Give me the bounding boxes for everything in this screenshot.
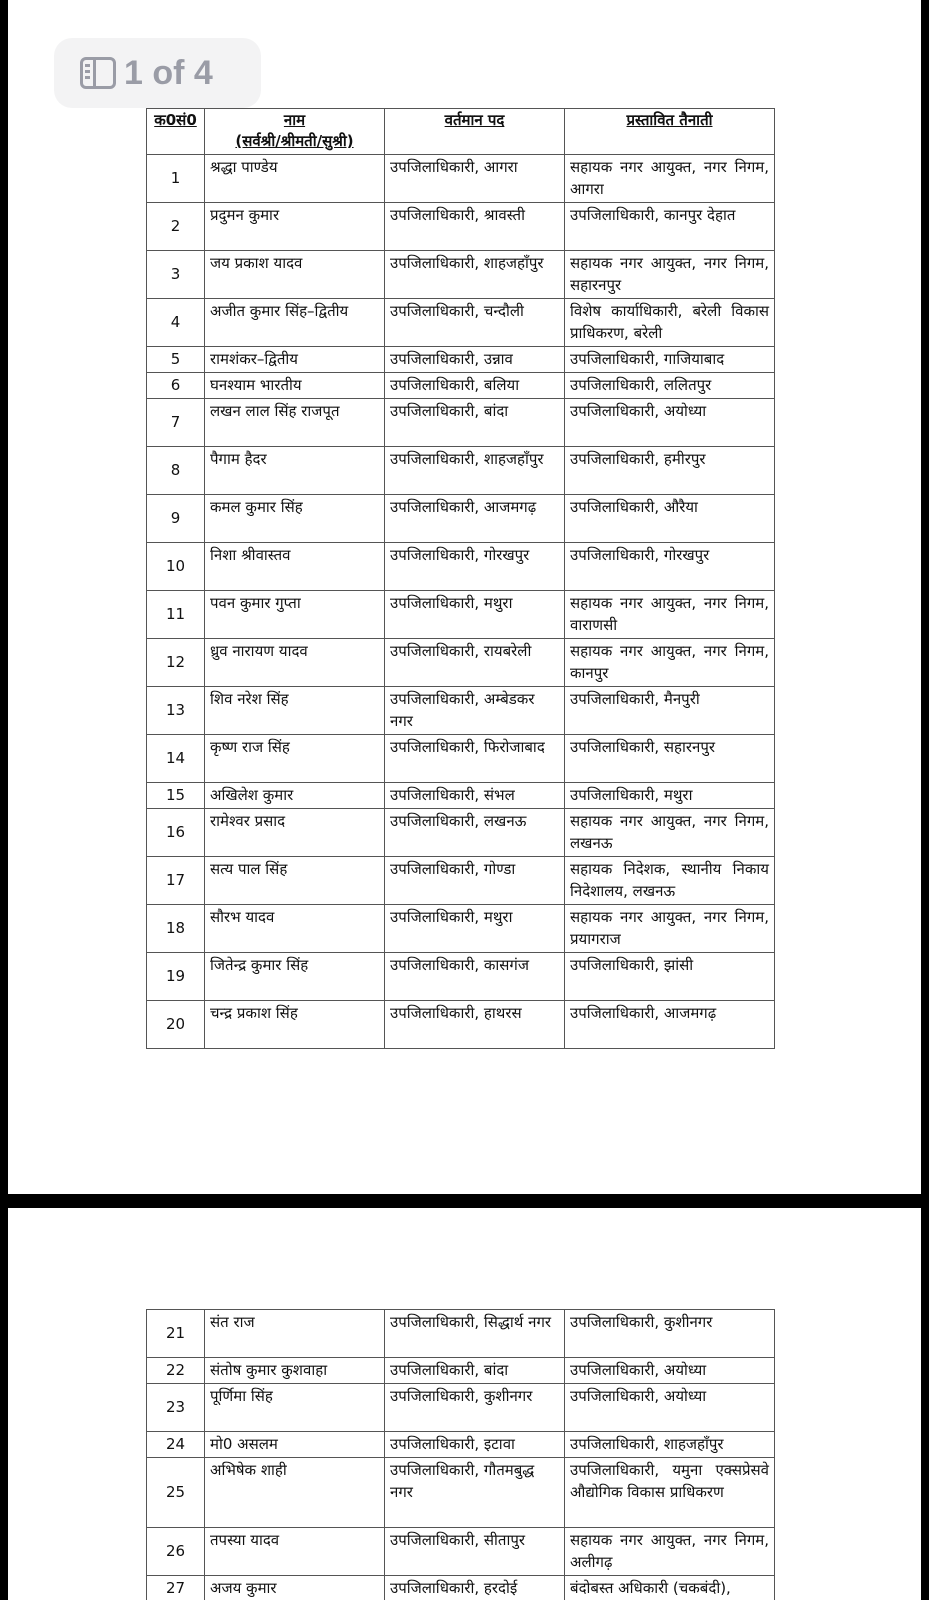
cell-current-post: उपजिलाधिकारी, श्रावस्ती — [385, 203, 565, 251]
table-row — [147, 347, 775, 373]
cell-sno: 6 — [147, 373, 205, 399]
header-proposed-posting: प्रस्तावित तैनाती — [565, 109, 775, 155]
cell-current-post: उपजिलाधिकारी, बांदा — [385, 1358, 565, 1384]
table-row — [147, 687, 775, 735]
cell-name: कमल कुमार सिंह — [205, 495, 385, 543]
cell-name: पैगाम हैदर — [205, 447, 385, 495]
cell-sno: 21 — [147, 1310, 205, 1358]
cell-sno: 3 — [147, 251, 205, 299]
cell-sno: 14 — [147, 735, 205, 783]
cell-proposed-posting: उपजिलाधिकारी, ललितपुर — [565, 373, 775, 399]
cell-sno: 24 — [147, 1432, 205, 1458]
table-row — [147, 1001, 775, 1049]
cell-sno: 17 — [147, 857, 205, 905]
table-row — [147, 1358, 775, 1384]
cell-current-post: उपजिलाधिकारी, गौतमबुद्ध नगर — [385, 1458, 565, 1528]
cell-proposed-posting: उपजिलाधिकारी, आजमगढ़ — [565, 1001, 775, 1049]
table-row — [147, 905, 775, 953]
table-row — [147, 639, 775, 687]
cell-name: संत राज — [205, 1310, 385, 1358]
table-row — [147, 399, 775, 447]
table-row — [147, 735, 775, 783]
cell-current-post: उपजिलाधिकारी, फिरोजाबाद — [385, 735, 565, 783]
cell-sno: 10 — [147, 543, 205, 591]
cell-proposed-posting: उपजिलाधिकारी, झांसी — [565, 953, 775, 1001]
cell-sno: 7 — [147, 399, 205, 447]
cell-name: पूर्णिमा सिंह — [205, 1384, 385, 1432]
header-name-line1: नाम — [283, 111, 306, 129]
cell-proposed-posting: उपजिलाधिकारी, कानपुर देहात — [565, 203, 775, 251]
cell-proposed-posting: उपजिलाधिकारी, यमुना एक्सप्रेसवे औद्योगिक विकास प्राधिकरण — [565, 1458, 775, 1528]
cell-proposed-posting: उपजिलाधिकारी, गाजियाबाद — [565, 347, 775, 373]
cell-proposed-posting: उपजिलाधिकारी, सहारनपुर — [565, 735, 775, 783]
table-header-row — [147, 109, 775, 155]
table-row — [147, 953, 775, 1001]
table-row — [147, 857, 775, 905]
cell-name: प्रदुमन कुमार — [205, 203, 385, 251]
cell-name: जय प्रकाश यादव — [205, 251, 385, 299]
cell-proposed-posting: उपजिलाधिकारी, मथुरा — [565, 783, 775, 809]
transfer-table-page-1 — [146, 108, 775, 1049]
cell-current-post: उपजिलाधिकारी, गोण्डा — [385, 857, 565, 905]
table-row — [147, 809, 775, 857]
cell-current-post: उपजिलाधिकारी, कासगंज — [385, 953, 565, 1001]
cell-proposed-posting: उपजिलाधिकारी, अयोध्या — [565, 399, 775, 447]
cell-proposed-posting: सहायक नगर आयुक्त, नगर निगम, कानपुर — [565, 639, 775, 687]
table-row — [147, 1384, 775, 1432]
cell-sno: 18 — [147, 905, 205, 953]
cell-name: निशा श्रीवास्तव — [205, 543, 385, 591]
cell-sno: 26 — [147, 1528, 205, 1576]
document-page-1 — [8, 0, 921, 1194]
cell-name: श्रद्धा पाण्डेय — [205, 155, 385, 203]
table-row — [147, 783, 775, 809]
cell-name: कृष्ण राज सिंह — [205, 735, 385, 783]
table-row — [147, 299, 775, 347]
cell-current-post: उपजिलाधिकारी, चन्दौली — [385, 299, 565, 347]
table-row — [147, 1528, 775, 1576]
cell-name: चन्द्र प्रकाश सिंह — [205, 1001, 385, 1049]
table-row — [147, 591, 775, 639]
cell-proposed-posting: उपजिलाधिकारी, अयोध्या — [565, 1384, 775, 1432]
document-page-2 — [8, 1208, 921, 1600]
header-sno: क0सं0 — [147, 109, 205, 155]
table-row — [147, 495, 775, 543]
cell-proposed-posting: उपजिलाधिकारी, अयोध्या — [565, 1358, 775, 1384]
cell-sno: 1 — [147, 155, 205, 203]
cell-name: अजय कुमार — [205, 1576, 385, 1600]
cell-proposed-posting: उपजिलाधिकारी, गोरखपुर — [565, 543, 775, 591]
cell-name: अजीत कुमार सिंह–द्वितीय — [205, 299, 385, 347]
cell-sno: 12 — [147, 639, 205, 687]
cell-sno: 8 — [147, 447, 205, 495]
cell-proposed-posting: उपजिलाधिकारी, कुशीनगर — [565, 1310, 775, 1358]
cell-current-post: उपजिलाधिकारी, हाथरस — [385, 1001, 565, 1049]
page-counter-label: 1 of 4 — [124, 53, 213, 92]
cell-sno: 5 — [147, 347, 205, 373]
cell-name: रामशंकर–द्वितीय — [205, 347, 385, 373]
cell-current-post: उपजिलाधिकारी, उन्नाव — [385, 347, 565, 373]
table-row — [147, 543, 775, 591]
cell-current-post: उपजिलाधिकारी, अम्बेडकर नगर — [385, 687, 565, 735]
cell-proposed-posting: उपजिलाधिकारी, औरैया — [565, 495, 775, 543]
cell-name: अभिषेक शाही — [205, 1458, 385, 1528]
cell-current-post: उपजिलाधिकारी, बांदा — [385, 399, 565, 447]
cell-sno: 11 — [147, 591, 205, 639]
cell-proposed-posting: सहायक नगर आयुक्त, नगर निगम, प्रयागराज — [565, 905, 775, 953]
cell-proposed-posting: सहायक निदेशक, स्थानीय निकाय निदेशालय, लखनऊ — [565, 857, 775, 905]
cell-proposed-posting: उपजिलाधिकारी, शाहजहाँपुर — [565, 1432, 775, 1458]
cell-name: पवन कुमार गुप्ता — [205, 591, 385, 639]
cell-current-post: उपजिलाधिकारी, शाहजहाँपुर — [385, 447, 565, 495]
cell-current-post: उपजिलाधिकारी, बलिया — [385, 373, 565, 399]
cell-name: सत्य पाल सिंह — [205, 857, 385, 905]
cell-name: घनश्याम भारतीय — [205, 373, 385, 399]
cell-name: ध्रुव नारायण यादव — [205, 639, 385, 687]
table-row — [147, 373, 775, 399]
table-row — [147, 447, 775, 495]
cell-current-post: उपजिलाधिकारी, आगरा — [385, 155, 565, 203]
cell-current-post: उपजिलाधिकारी, रायबरेली — [385, 639, 565, 687]
cell-proposed-posting: उपजिलाधिकारी, हमीरपुर — [565, 447, 775, 495]
table-row — [147, 1458, 775, 1528]
cell-name: रामेश्वर प्रसाद — [205, 809, 385, 857]
cell-current-post: उपजिलाधिकारी, सिद्धार्थ नगर — [385, 1310, 565, 1358]
cell-proposed-posting: विशेष कार्याधिकारी, बरेली विकास प्राधिकरण, बरेली — [565, 299, 775, 347]
cell-proposed-posting: उपजिलाधिकारी, मैनपुरी — [565, 687, 775, 735]
cell-proposed-posting: सहायक नगर आयुक्त, नगर निगम, लखनऊ — [565, 809, 775, 857]
cell-sno: 16 — [147, 809, 205, 857]
cell-current-post: उपजिलाधिकारी, शाहजहाँपुर — [385, 251, 565, 299]
cell-name: संतोष कुमार कुशवाहा — [205, 1358, 385, 1384]
table-row — [147, 155, 775, 203]
transfer-table-page-2 — [146, 1309, 775, 1600]
cell-current-post: उपजिलाधिकारी, हरदोई — [385, 1576, 565, 1600]
pages-icon — [80, 57, 116, 89]
table-row — [147, 1310, 775, 1358]
cell-sno: 19 — [147, 953, 205, 1001]
page-counter[interactable] — [54, 38, 261, 108]
cell-sno: 15 — [147, 783, 205, 809]
cell-proposed-posting: सहायक नगर आयुक्त, नगर निगम, वाराणसी — [565, 591, 775, 639]
cell-proposed-posting: बंदोबस्त अधिकारी (चकबंदी), — [565, 1576, 775, 1600]
header-current-post: वर्तमान पद — [385, 109, 565, 155]
cell-current-post: उपजिलाधिकारी, मथुरा — [385, 905, 565, 953]
cell-sno: 2 — [147, 203, 205, 251]
cell-current-post: उपजिलाधिकारी, संभल — [385, 783, 565, 809]
cell-current-post: उपजिलाधिकारी, इटावा — [385, 1432, 565, 1458]
header-name-line2: (सर्वश्री/श्रीमती/सुश्री) — [235, 132, 354, 150]
table-row — [147, 1576, 775, 1600]
table-row — [147, 203, 775, 251]
table-row — [147, 1432, 775, 1458]
cell-name: शिव नरेश सिंह — [205, 687, 385, 735]
cell-sno: 27 — [147, 1576, 205, 1600]
cell-sno: 20 — [147, 1001, 205, 1049]
cell-current-post: उपजिलाधिकारी, आजमगढ़ — [385, 495, 565, 543]
cell-proposed-posting: सहायक नगर आयुक्त, नगर निगम, सहारनपुर — [565, 251, 775, 299]
cell-current-post: उपजिलाधिकारी, मथुरा — [385, 591, 565, 639]
cell-sno: 9 — [147, 495, 205, 543]
table-row — [147, 251, 775, 299]
header-name — [205, 109, 385, 155]
cell-sno: 13 — [147, 687, 205, 735]
cell-name: जितेन्द्र कुमार सिंह — [205, 953, 385, 1001]
cell-name: सौरभ यादव — [205, 905, 385, 953]
cell-proposed-posting: सहायक नगर आयुक्त, नगर निगम, अलीगढ़ — [565, 1528, 775, 1576]
cell-name: मो0 असलम — [205, 1432, 385, 1458]
cell-sno: 23 — [147, 1384, 205, 1432]
cell-sno: 4 — [147, 299, 205, 347]
cell-proposed-posting: सहायक नगर आयुक्त, नगर निगम, आगरा — [565, 155, 775, 203]
cell-name: अखिलेश कुमार — [205, 783, 385, 809]
cell-current-post: उपजिलाधिकारी, कुशीनगर — [385, 1384, 565, 1432]
cell-current-post: उपजिलाधिकारी, सीतापुर — [385, 1528, 565, 1576]
cell-current-post: उपजिलाधिकारी, लखनऊ — [385, 809, 565, 857]
cell-name: लखन लाल सिंह राजपूत — [205, 399, 385, 447]
cell-current-post: उपजिलाधिकारी, गोरखपुर — [385, 543, 565, 591]
cell-name: तपस्या यादव — [205, 1528, 385, 1576]
cell-sno: 25 — [147, 1458, 205, 1528]
cell-sno: 22 — [147, 1358, 205, 1384]
